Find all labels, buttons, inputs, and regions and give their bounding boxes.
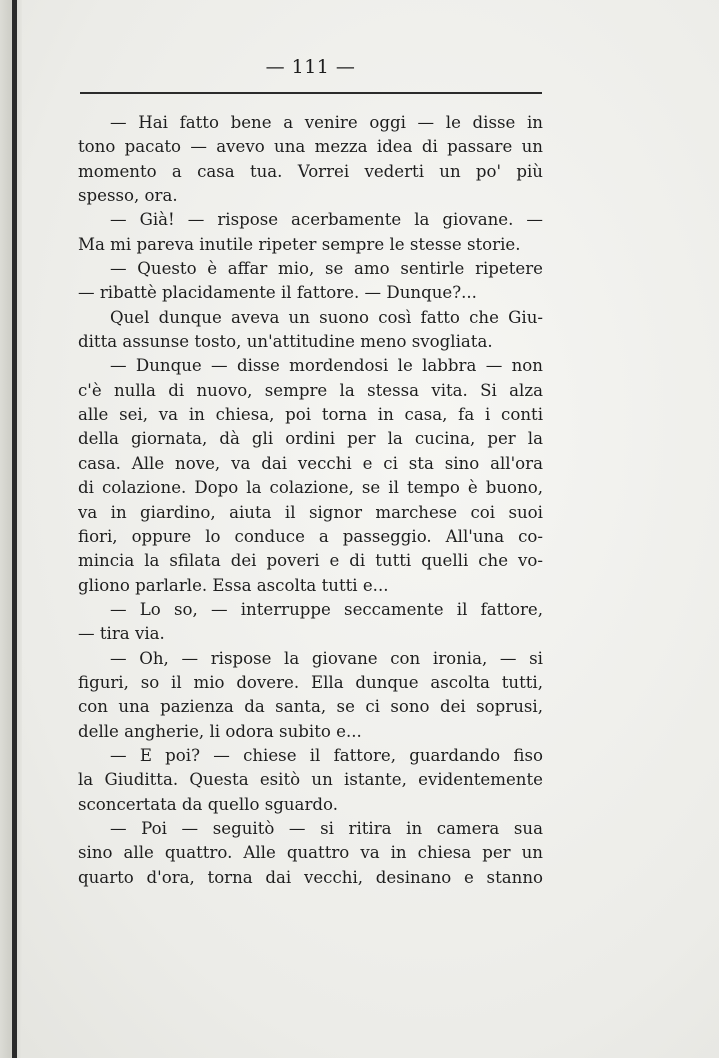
text-line: — Dunque — disse mordendosi le labbra — non	[110, 356, 543, 376]
text-line: gliono parlarle. Essa ascolta tutti e...	[78, 575, 389, 595]
page-binding-edge	[0, 0, 22, 1058]
text-line: — E poi? — chiese il fattore, guardando fiso	[110, 745, 543, 765]
text-line: delle angherie, li odora subito e...	[78, 721, 362, 741]
page-number: — 111 —	[265, 56, 356, 78]
text-line: — Questo è affar mio, se amo sentirle ripetere	[110, 259, 543, 279]
header-rule	[80, 92, 542, 94]
text-line: sconcertata da quello sguardo.	[78, 794, 338, 814]
text-line: della giornata, dà gli ordini per la cucina, per la	[78, 429, 543, 449]
text-line: tono pacato — avevo una mezza idea di passare un	[78, 137, 543, 157]
text-line: la Giuditta. Questa esitò un istante, evidentemente	[78, 770, 543, 790]
text-line: — Già! — rispose acerbamente la giovane. —	[110, 210, 543, 230]
text-line: figuri, so il mio dovere. Ella dunque ascolta tutti,	[78, 672, 543, 692]
text-line: fiori, oppure lo conduce a passeggio. All'una co-	[78, 526, 543, 546]
text-line: spesso, ora.	[78, 186, 178, 206]
text-line: ditta assunse tosto, un'attitudine meno svogliata.	[78, 332, 493, 352]
text-line: momento a casa tua. Vorrei vederti un po' più	[78, 161, 543, 181]
text-line: di colazione. Dopo la colazione, se il tempo è buono,	[78, 478, 543, 498]
text-line: alle sei, va in chiesa, poi torna in casa, fa i conti	[78, 405, 543, 425]
text-line: casa. Alle nove, va dai vecchi e ci sta sino all'ora	[78, 453, 543, 473]
text-line: con una pazienza da santa, se ci sono dei soprusi,	[78, 697, 543, 717]
text-line: Ma mi pareva inutile ripeter sempre le stesse storie.	[78, 234, 521, 254]
text-line: Quel dunque aveva un suono così fatto che Giu-	[110, 307, 543, 327]
text-line: mincia la sfilata dei poveri e di tutti quelli che vo-	[78, 551, 543, 571]
text-line: — Lo so, — interruppe seccamente il fattore,	[110, 599, 543, 619]
text-line: — tira via.	[78, 624, 165, 644]
text-line: quarto d'ora, torna dai vecchi, desinano e stanno	[78, 867, 543, 887]
text-line: c'è nulla di nuovo, sempre la stessa vita. Si alza	[78, 380, 543, 400]
page-binding-shadow	[12, 0, 17, 1058]
text-line: sino alle quattro. Alle quattro va in chiesa per un	[78, 843, 543, 863]
text-line: — ribattè placidamente il fattore. — Dunque?...	[78, 283, 477, 303]
text-line: va in giardino, aiuta il signor marchese coi suoi	[78, 502, 543, 522]
text-line: — Hai fatto bene a venire oggi — le disse in	[110, 113, 543, 132]
body-text	[78, 111, 543, 890]
text-line: — Oh, — rispose la giovane con ironia, — si	[110, 648, 543, 668]
text-line: — Poi — seguitò — si ritira in camera sua	[110, 818, 543, 838]
